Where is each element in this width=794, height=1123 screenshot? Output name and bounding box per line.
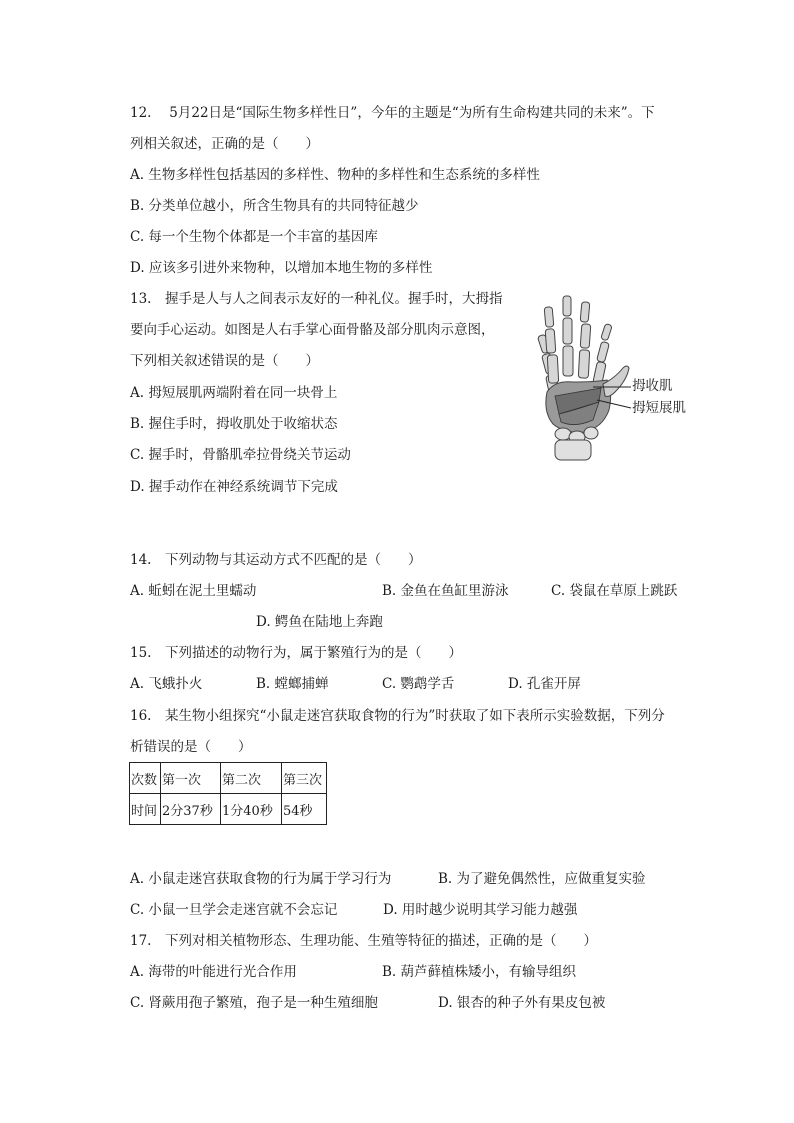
q16-option-b: B. 为了避免偶然性，应做重复实验 [438, 871, 646, 887]
q16-stem-line2: 析错误的是（ ） [130, 739, 252, 755]
q15-option-c: C. 鹦鹉学舌 [382, 676, 455, 692]
table-cell: 54秒 [282, 794, 327, 825]
q16-option-d: D. 用时越少说明其学习能力越强 [383, 902, 578, 918]
q13-option-c: C. 握手时，骨骼肌牵拉骨绕关节运动 [130, 447, 351, 463]
q17-option-a: A. 海带的叶能进行光合作用 [130, 964, 297, 980]
q13-stem-line3: 下列相关叙述错误的是（ ） [130, 353, 319, 369]
q14-option-c: C. 袋鼠在草原上跳跃 [551, 583, 678, 599]
q14-option-d: D. 鳄鱼在陆地上奔跑 [256, 614, 383, 630]
q17-option-c: C. 肾蕨用孢子繁殖，孢子是一种生殖细胞 [130, 995, 378, 1011]
table-cell: 第三次 [282, 763, 327, 794]
q14-option-b: B. 金鱼在鱼缸里游泳 [382, 583, 509, 599]
q12-option-c: C. 每一个生物个体都是一个丰富的基因库 [130, 229, 378, 245]
q15-option-a: A. 飞蛾扑火 [130, 676, 203, 692]
q15-option-b: B. 螳螂捕蝉 [256, 676, 329, 692]
q13-stem-line1: 13. 握手是人与人之间表示友好的一种礼仪。握手时，大拇指 [130, 291, 503, 307]
q16-option-a: A. 小鼠走迷宫获取食物的行为属于学习行为 [130, 871, 392, 887]
q17-stem: 17. 下列对相关植物形态、生理功能、生殖等特征的描述，正确的是（ ） [130, 933, 597, 949]
q14-option-a: A. 蚯蚓在泥土里蠕动 [130, 583, 257, 599]
q12-option-d: D. 应该多引进外来物种，以增加本地生物的多样性 [130, 260, 433, 276]
q13-option-a: A. 拇短展肌两端附着在同一块骨上 [130, 385, 338, 401]
experiment-data-table [129, 762, 327, 825]
table-cell: 次数 [130, 763, 161, 794]
table-cell: 2分37秒 [161, 794, 221, 825]
q13-stem-line2: 要向手心运动。如图是人右手掌心面骨骼及部分肌肉示意图， [130, 322, 495, 338]
q12-option-a: A. 生物多样性包括基因的多样性、物种的多样性和生态系统的多样性 [130, 167, 540, 183]
q12-stem-line1: 12. 5月22日是“国际生物多样性日”，今年的主题是“为所有生命构建共同的未来”。下 [130, 105, 655, 121]
table-cell: 第一次 [161, 763, 221, 794]
hand-skeleton-figure [515, 292, 695, 464]
q17-option-b: B. 葫芦藓植株矮小，有输导组织 [382, 964, 577, 980]
q15-option-d: D. 孔雀开屏 [508, 676, 581, 692]
table-cell: 时间 [130, 794, 161, 825]
figure-label-abductor-pollicis-brevis: 拇短展肌 [632, 400, 686, 416]
table-row-header [130, 763, 327, 794]
q12-stem-line2: 列相关叙述，正确的是（ ） [130, 136, 319, 152]
q13-option-b: B. 握住手时，拇收肌处于收缩状态 [130, 416, 338, 432]
q13-option-d: D. 握手动作在神经系统调节下完成 [130, 479, 338, 495]
table-cell: 第二次 [221, 763, 282, 794]
table-cell: 1分40秒 [221, 794, 282, 825]
figure-label-adductor-pollicis: 拇收肌 [632, 378, 673, 394]
q17-option-d: D. 银杏的种子外有果皮包被 [438, 995, 606, 1011]
q16-stem-line1: 16. 某生物小组探究“小鼠走迷宫获取食物的行为”时获取了如下表所示实验数据，下列分 [130, 708, 665, 724]
q16-option-c: C. 小鼠一旦学会走迷宫就不会忘记 [130, 902, 338, 918]
q12-option-b: B. 分类单位越小，所含生物具有的共同特征越少 [130, 198, 419, 214]
q14-stem: 14. 下列动物与其运动方式不匹配的是（ ） [130, 552, 422, 568]
table-row-time [130, 794, 327, 825]
q15-stem: 15. 下列描述的动物行为，属于繁殖行为的是（ ） [130, 645, 462, 661]
